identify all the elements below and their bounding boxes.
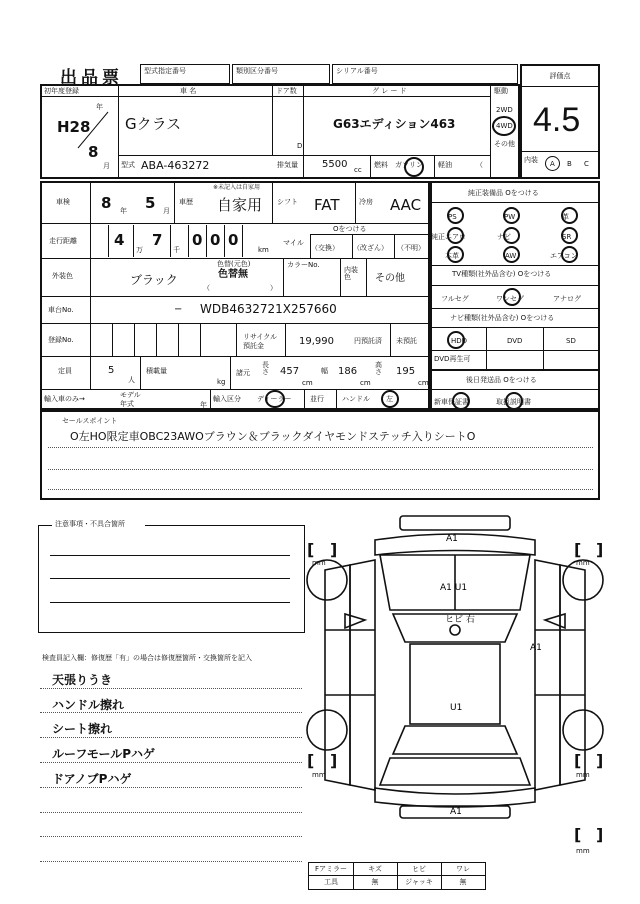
reg-era: H28 bbox=[57, 118, 91, 136]
mark-hood: A1 U1 bbox=[440, 583, 468, 593]
nav-hdd-circle bbox=[447, 331, 465, 349]
opt-leather-circle bbox=[561, 207, 578, 224]
interior-a-circle bbox=[545, 156, 560, 171]
usage-value: 自家用 bbox=[217, 196, 263, 214]
sales-point-text: O左HO限定車OBC23AWOブラウン＆ブラックダイヤモンドステッチ入りシートO bbox=[70, 430, 476, 443]
page-title: 出品票 bbox=[60, 68, 123, 88]
reg-month: 8 bbox=[88, 143, 99, 161]
score-value: 4.5 bbox=[533, 101, 581, 139]
opt-aw-circle bbox=[503, 246, 520, 263]
grade-value: G63エディション463 bbox=[333, 117, 456, 131]
drive-4wd-circle bbox=[492, 116, 516, 136]
interior-grade-box: 内装 A B C bbox=[520, 151, 600, 179]
category-number-box: 類別区分番号 bbox=[232, 64, 330, 84]
opt-navi-circle bbox=[503, 227, 520, 244]
legend-table: Fアミラー キズ ヒビ ワレ 工具 無 ジャッキ 無 bbox=[308, 862, 486, 890]
opt-sr-circle bbox=[561, 227, 578, 244]
mark-windshield: ヒビ 右 bbox=[445, 615, 475, 625]
serial-number-box: シリアル番号 bbox=[332, 64, 518, 84]
warranty-circle bbox=[452, 392, 470, 410]
mark-right-side: A1 bbox=[530, 643, 542, 653]
opt-ps-circle bbox=[447, 207, 464, 224]
car-damage-diagram bbox=[305, 510, 605, 820]
car-name: Gクラス bbox=[125, 115, 182, 133]
handle-left-circle bbox=[381, 390, 399, 408]
mark-rear-bumper: A1 bbox=[450, 807, 462, 817]
model-type: ABA-463272 bbox=[141, 159, 210, 172]
opt-aero-circle bbox=[447, 227, 464, 244]
score-box: 評価点 bbox=[520, 64, 600, 179]
opt-pw-circle bbox=[503, 207, 520, 224]
fuel-circle bbox=[404, 157, 424, 177]
manual-circle bbox=[505, 392, 523, 410]
opt-abs-circle bbox=[561, 246, 578, 263]
mark-rear: U1 bbox=[450, 703, 463, 713]
vin-value: WDB4632721X257660 bbox=[200, 302, 337, 316]
opt-real-leather-circle bbox=[447, 246, 464, 263]
mark-front-bumper: A1 bbox=[446, 534, 458, 544]
sales-point-block bbox=[40, 410, 600, 500]
tv-oneseg-circle bbox=[503, 288, 521, 306]
type-designation-box: 型式指定番号 bbox=[140, 64, 230, 84]
dealer-circle bbox=[265, 390, 285, 408]
